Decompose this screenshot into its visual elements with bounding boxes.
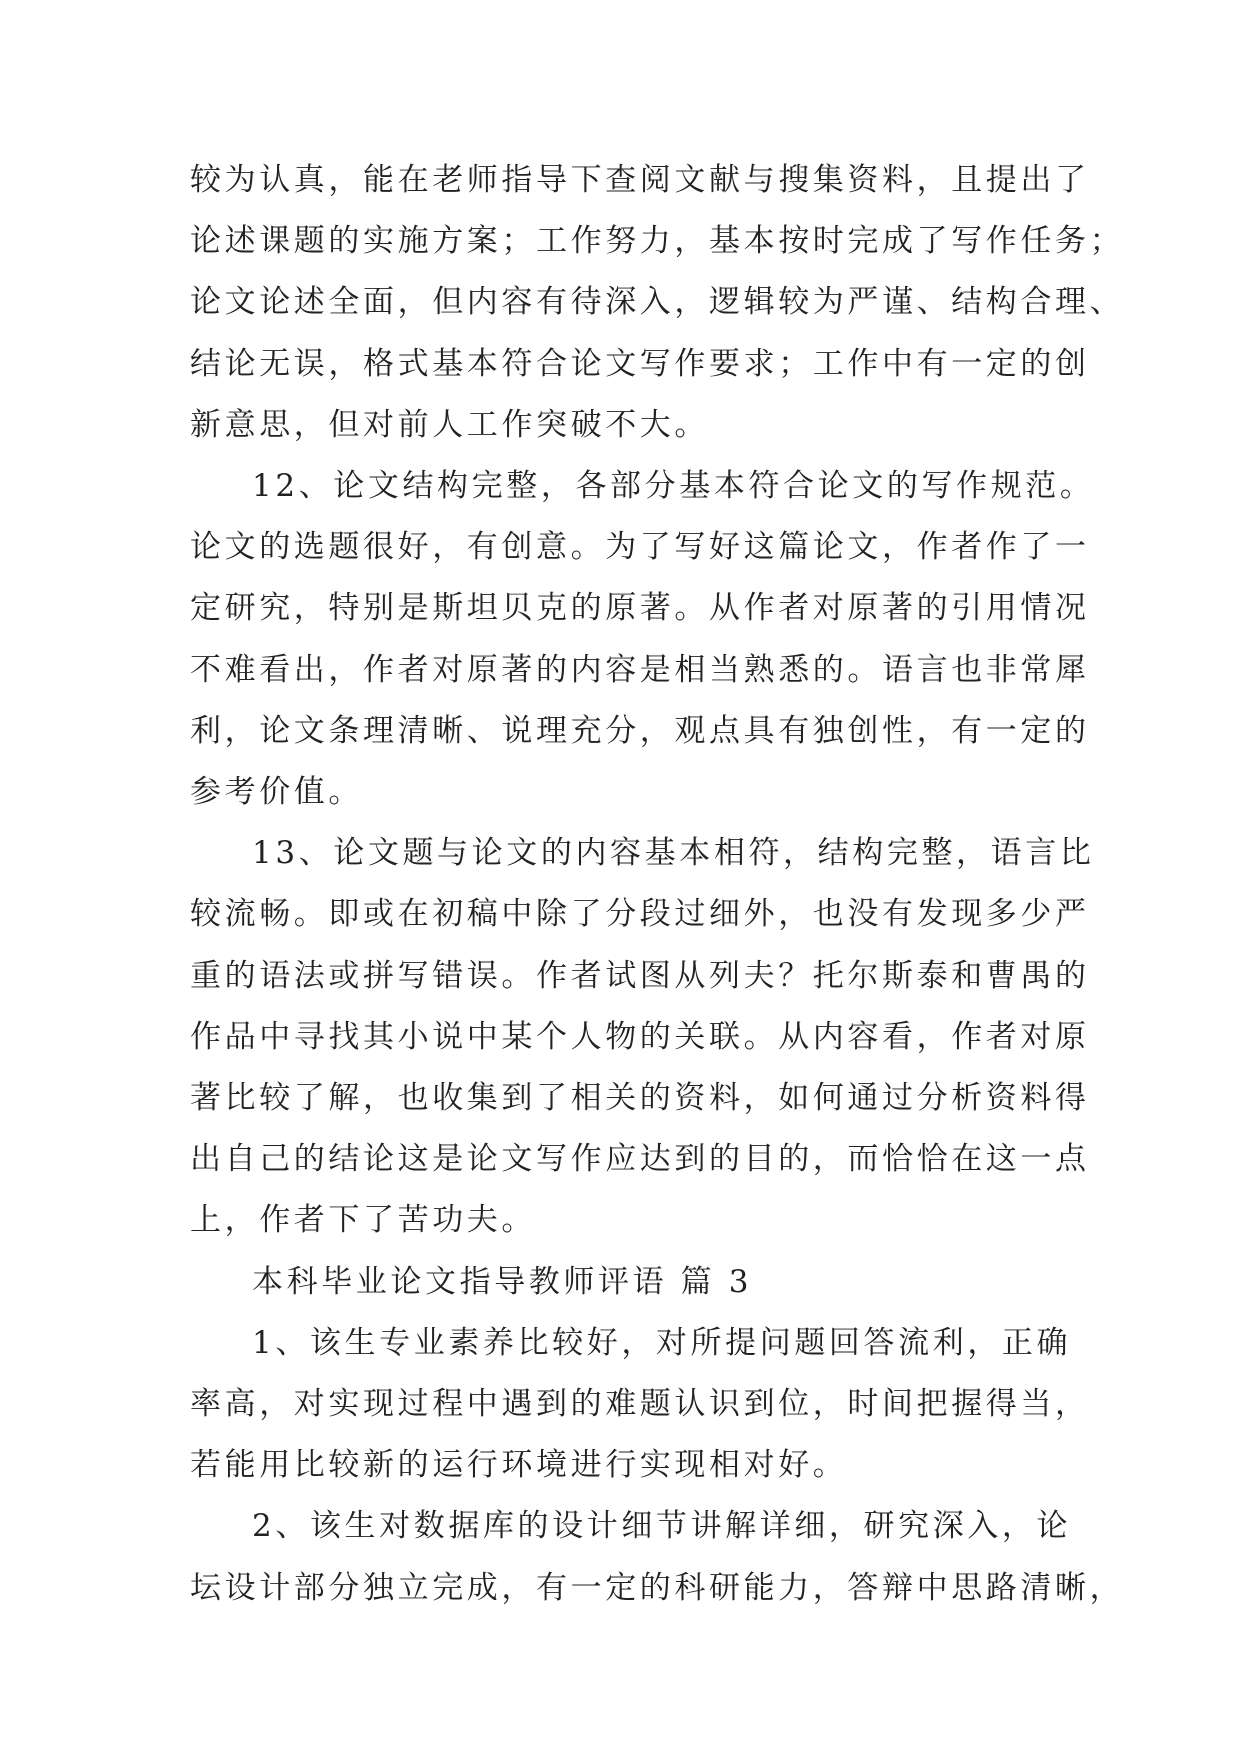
text-line: 2、该生对数据库的设计细节讲解详细，研究深入，论 bbox=[252, 1508, 1072, 1545]
text-line: 论文论述全面，但内容有待深入，逻辑较为严谨、结构合理、 bbox=[190, 284, 1125, 321]
text-line: 利，论文条理清晰、说理充分，观点具有独创性，有一定的 bbox=[190, 712, 1090, 749]
text-line: 若能用比较新的运行环境进行实现相对好。 bbox=[190, 1447, 848, 1484]
text-line: 出自己的结论这是论文写作应达到的目的，而恰恰在这一点 bbox=[190, 1141, 1090, 1178]
text-line: 新意思，但对前人工作突破不大。 bbox=[190, 406, 709, 443]
text-line: 著比较了解，也收集到了相关的资料，如何通过分析资料得 bbox=[190, 1080, 1090, 1117]
text-line: 结论无误，格式基本符合论文写作要求；工作中有一定的创 bbox=[190, 345, 1090, 382]
text-line: 坛设计部分独立完成，有一定的科研能力，答辩中思路清晰， bbox=[190, 1569, 1125, 1606]
text-line: 定研究，特别是斯坦贝克的原著。从作者对原著的引用情况 bbox=[190, 590, 1090, 627]
text-line: 参考价值。 bbox=[190, 774, 363, 811]
document-body bbox=[190, 150, 1125, 1619]
text-line: 12、论文结构完整，各部分基本符合论文的写作规范。 bbox=[252, 468, 1095, 505]
text-line: 较为认真，能在老师指导下查阅文献与搜集资料，且提出了 bbox=[190, 162, 1090, 198]
paragraph-item-12 bbox=[190, 456, 1095, 823]
section-heading-text: 本科毕业论文指导教师评语 篇 3 bbox=[252, 1263, 753, 1300]
paragraph-item-2 bbox=[190, 1496, 1125, 1618]
text-line: 论述课题的实施方案；工作努力，基本按时完成了写作任务； bbox=[190, 223, 1125, 260]
paragraph-item-13 bbox=[190, 823, 1095, 1251]
text-line: 13、论文题与论文的内容基本相符，结构完整，语言比 bbox=[252, 835, 1095, 872]
text-line: 作品中寻找其小说中某个人物的关联。从内容看，作者对原 bbox=[190, 1018, 1090, 1055]
text-line: 上，作者下了苦功夫。 bbox=[190, 1202, 536, 1239]
text-line: 不难看出，作者对原著的内容是相当熟悉的。语言也非常犀 bbox=[190, 651, 1090, 688]
text-line: 较流畅。即或在初稿中除了分段过细外，也没有发现多少严 bbox=[190, 896, 1090, 933]
text-line: 率高，对实现过程中遇到的难题认识到位，时间把握得当， bbox=[190, 1386, 1090, 1423]
section-heading bbox=[190, 1252, 1050, 1313]
paragraph-continued-evaluation bbox=[190, 150, 1125, 456]
text-line: 1、该生专业素养比较好，对所提问题回答流利，正确 bbox=[252, 1324, 1072, 1361]
paragraph-item-1 bbox=[190, 1313, 1090, 1497]
text-line: 重的语法或拼写错误。作者试图从列夫？托尔斯泰和曹禺的 bbox=[190, 957, 1090, 994]
text-line: 论文的选题很好，有创意。为了写好这篇论文，作者作了一 bbox=[190, 529, 1090, 566]
